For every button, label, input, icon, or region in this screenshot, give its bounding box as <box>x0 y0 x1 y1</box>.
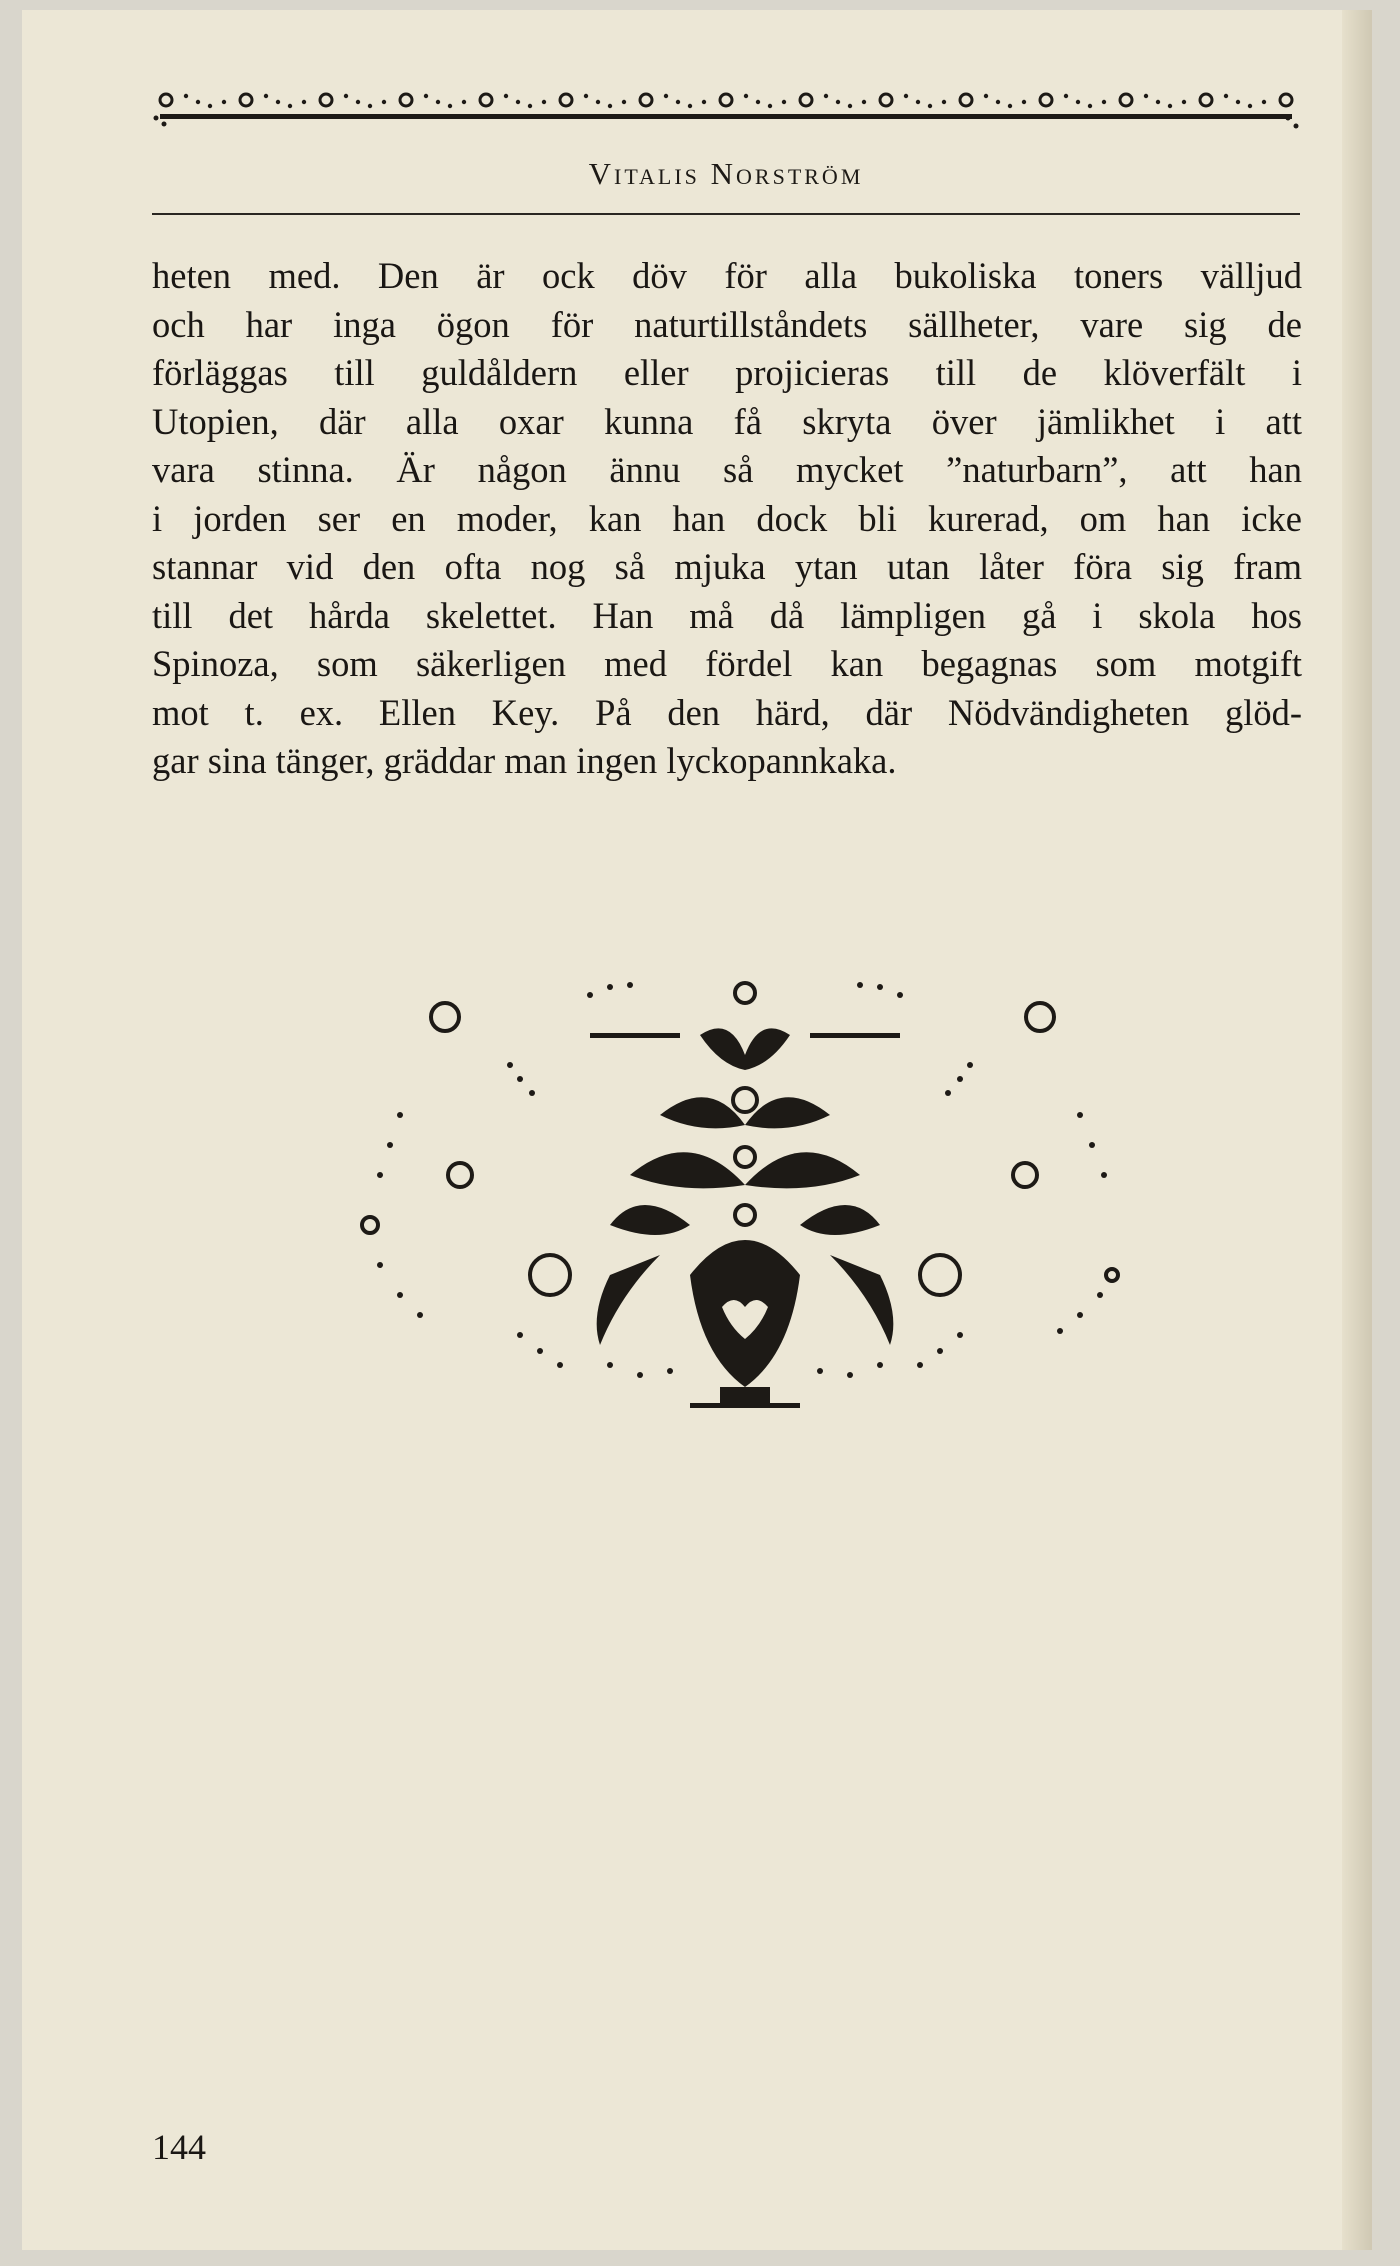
running-head-author: Vitalis Norström <box>588 156 864 191</box>
text-line: förläggas till guldåldern eller projicieras till de klöverfält i <box>152 352 1302 393</box>
text-line: i jorden ser en moder, kan han dock bli kurerad, om han icke <box>152 497 1302 539</box>
text-line: och har inga ögon för naturtillståndets sällheter, vare sig de <box>152 303 1302 345</box>
text-line: Utopien, där alla oxar kunna få skryta över jämlikhet i att <box>152 400 1302 442</box>
text-line: vara stinna. Är någon ännu så mycket ”naturbarn”, att han <box>152 449 1302 490</box>
floral-urn-vignette <box>360 975 1120 1415</box>
text-line: mot t. ex. Ellen Key. På den härd, där Nödvändigheten glöd- <box>152 691 1302 733</box>
page-edge-shadow <box>1342 10 1372 2250</box>
text-line: till det hårda skelettet. Han må då lämpligen gå i skola hos <box>152 594 1302 636</box>
text-line: gar sina tänger, gräddar man ingen lyckopannkaka. <box>152 740 897 781</box>
text-line: Spinoza, som säkerligen med fördel kan begagnas som motgift <box>152 643 1302 684</box>
text-line: heten med. Den är ock döv för alla bukoliska toners välljud <box>152 255 1302 296</box>
body-text <box>152 252 1302 786</box>
page-number: 144 <box>152 2127 206 2167</box>
text-line: stannar vid den ofta nog så mjuka ytan utan låter föra sig fram <box>152 546 1302 587</box>
header-rule <box>152 213 1300 215</box>
header-ornament-band <box>152 84 1300 144</box>
